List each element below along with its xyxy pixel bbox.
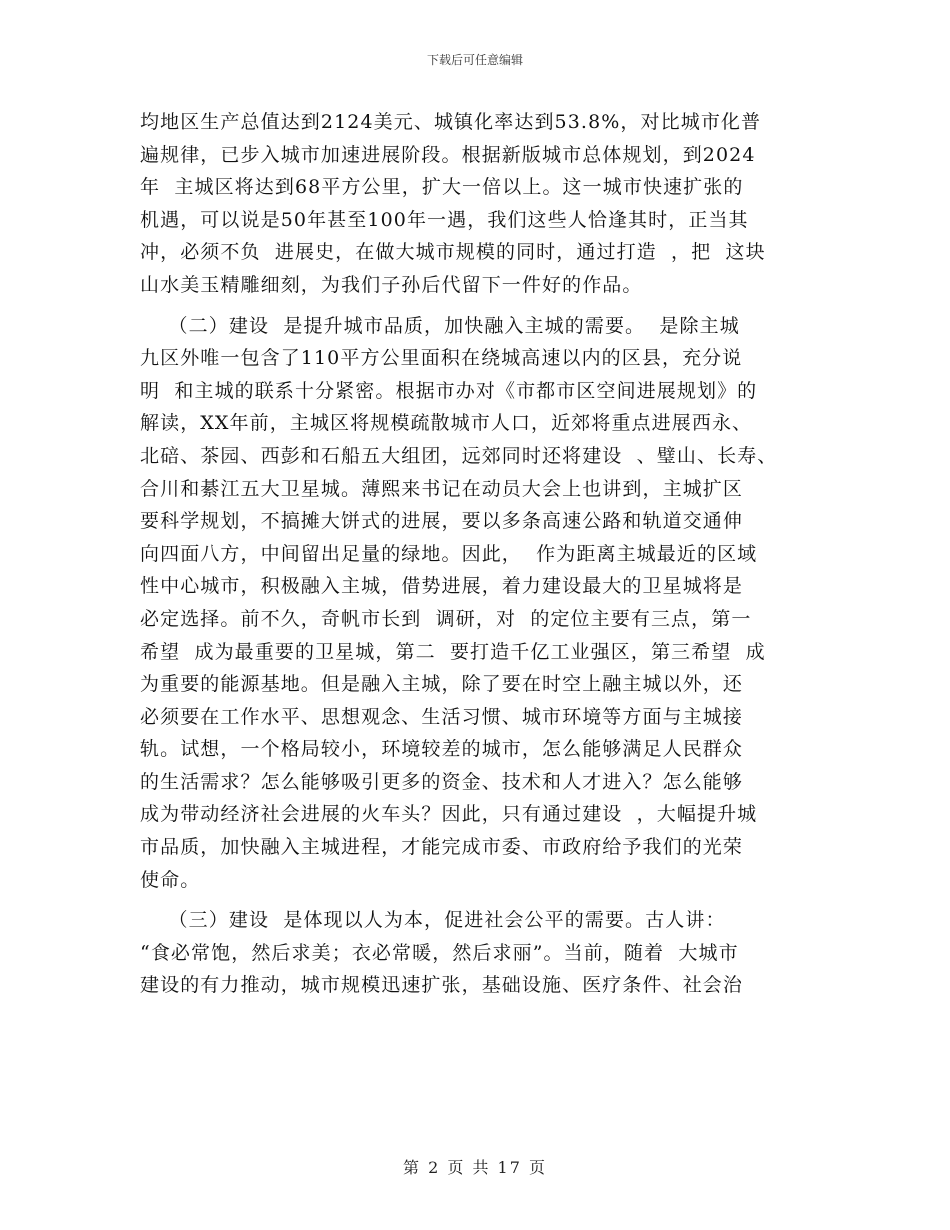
text-line: （二）建设 是提升城市品质，加快融入主城的需要。 是除主城 xyxy=(140,314,740,337)
text-line: 山水美玉精雕细刻，为我们子孙后代留下一件好的作品。 xyxy=(140,273,643,296)
text-line: 的生活需求？怎么能够吸引更多的资金、技术和人才进入？怎么能够 xyxy=(140,770,744,793)
text-line: 九区外唯一包含了110平方公里面积在绕城高速以内的区县，充分说 xyxy=(140,347,743,370)
text-line: 解读，XX年前，主城区将规模疏散城市人口，近郊将重点进展西永、 xyxy=(140,412,753,435)
text-line: （三）建设 是体现以人为本，促进社会公平的需要。古人讲： xyxy=(140,909,726,932)
document-body xyxy=(140,106,830,1002)
text-line: 市品质，加快融入主城进程，才能完成市委、市政府给予我们的光荣 xyxy=(140,836,744,859)
paragraph-gap xyxy=(140,896,830,904)
text-line: 向四面八方，中间留出足量的绿地。因此， 作为距离主城最近的区域 xyxy=(140,542,758,565)
text-line: 性中心城市，积极融入主城，借势进展，着力建设最大的卫星城将是 xyxy=(140,575,744,598)
text-line: 年 主城区将达到68平方公里，扩大一倍以上。这一城市快速扩张的 xyxy=(140,176,744,199)
text-line: 必定选择。前不久，奇帆市长到 调研，对 的定位主要有三点，第一 xyxy=(140,607,752,630)
text-line: 希望 成为最重要的卫星城，第二 要打造千亿工业强区，第三希望 成 xyxy=(140,640,766,663)
text-line: 必须要在工作水平、思想观念、生活习惯、城市环境等方面与主城接 xyxy=(140,705,744,728)
text-line: 合川和綦江五大卫星城。薄熙来书记在动员大会上也讲到，主城扩区 xyxy=(140,477,744,500)
text-line: 建设的有力推动，城市规模迅速扩张，基础设施、医疗条件、社会治 xyxy=(140,974,744,997)
text-line: 为重要的能源基地。但是融入主城，除了要在时空上融主城以外，还 xyxy=(140,673,744,696)
text-line: 明 和主城的联系十分紧密。根据市办对《市都市区空间进展规划》的 xyxy=(140,379,758,402)
text-line: 冲，必须不负 进展史，在做大城市规模的同时，通过打造 ，把 这块 xyxy=(140,241,766,264)
text-line: 均地区生产总值达到2124美元、城镇化率达到53.8%，对比城市化普 xyxy=(140,111,762,133)
text-line: 成为带动经济社会进展的火车头？因此，只有通过建设 ，大幅提升城 xyxy=(140,803,758,826)
text-line: 轨。试想，一个格局较小，环境较差的城市，怎么能够满足人民群众 xyxy=(140,738,744,761)
text-line: 使命。 xyxy=(140,868,201,891)
text-line: “食必常饱，然后求美；衣必常暖，然后求丽”。当前，随着 大城市 xyxy=(140,941,739,964)
page-header: 下载后可任意编辑 xyxy=(426,53,523,67)
page-footer: 第 2 页 共 17 页 xyxy=(403,1158,547,1177)
text-line: 要科学规划，不搞摊大饼式的进展，要以多条高速公路和轨道交通伸 xyxy=(140,510,744,533)
text-line: 北碚、茶园、西彭和石船五大组团，远郊同时还将建设 、璧山、长寿、 xyxy=(140,444,778,467)
paragraph-gap xyxy=(140,302,830,310)
text-line: 遍规律，已步入城市加速进展阶段。根据新版城市总体规划，到2024 xyxy=(140,143,756,166)
text-line: 机遇，可以说是50年甚至100年一遇，我们这些人恰逢其时，正当其 xyxy=(140,208,749,231)
